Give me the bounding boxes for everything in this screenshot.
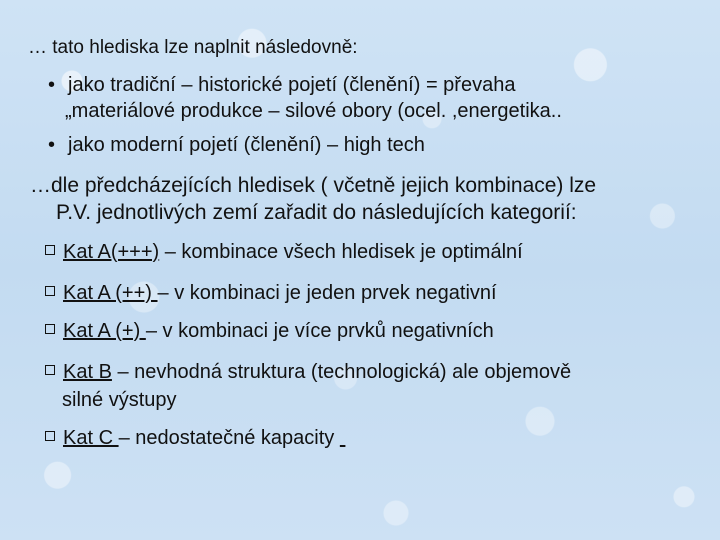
category-text: – nedostatečné kapacity	[118, 427, 340, 449]
category-item-a1	[45, 320, 494, 343]
intro-text: … tato hlediska lze naplnit následovně:	[28, 37, 358, 58]
paragraph-line-1: …dle předcházejících hledisek ( včetně jejich kombinace) lze	[30, 174, 597, 197]
paragraph-line-2: P.V. jednotlivých zemí zařadit do následujících kategorií:	[56, 201, 577, 224]
category-text: – kombinace všech hledisek je optimální	[159, 241, 523, 263]
trailing-underline	[340, 427, 346, 449]
category-label: Kat C	[63, 427, 119, 449]
square-bullet-icon	[45, 365, 55, 375]
category-item-b	[45, 361, 571, 384]
category-text: – nevhodná struktura (technologická) ale objemově	[111, 361, 572, 383]
category-item-c	[45, 427, 345, 450]
category-label: Kat A (+)	[63, 320, 146, 342]
bullet-item-traditional-cont: „materiálové produkce – silové obory (ocel. ,energetika..	[65, 100, 562, 122]
bullet-text: jako moderní pojetí (členění) – high tech	[68, 134, 425, 156]
category-label: Kat A (++)	[63, 282, 158, 304]
bullet-item-modern	[48, 134, 425, 157]
square-bullet-icon	[45, 324, 55, 334]
category-label: Kat B	[63, 361, 112, 383]
category-item-b-cont: silné výstupy	[62, 389, 177, 411]
bullet-item-traditional	[48, 74, 515, 97]
bullet-icon: •	[48, 134, 56, 156]
square-bullet-icon	[45, 431, 55, 441]
bullet-text: jako tradiční – historické pojetí (členění) = převaha	[68, 74, 516, 96]
category-text: – v kombinaci je více prvků negativních	[145, 320, 494, 342]
category-item-a3	[45, 241, 523, 264]
bullet-icon: •	[48, 74, 56, 96]
category-text: – v kombinaci je jeden prvek negativní	[157, 282, 497, 304]
category-item-a2	[45, 282, 497, 305]
category-label: Kat A(+++)	[63, 241, 160, 263]
square-bullet-icon	[45, 245, 55, 255]
square-bullet-icon	[45, 286, 55, 296]
